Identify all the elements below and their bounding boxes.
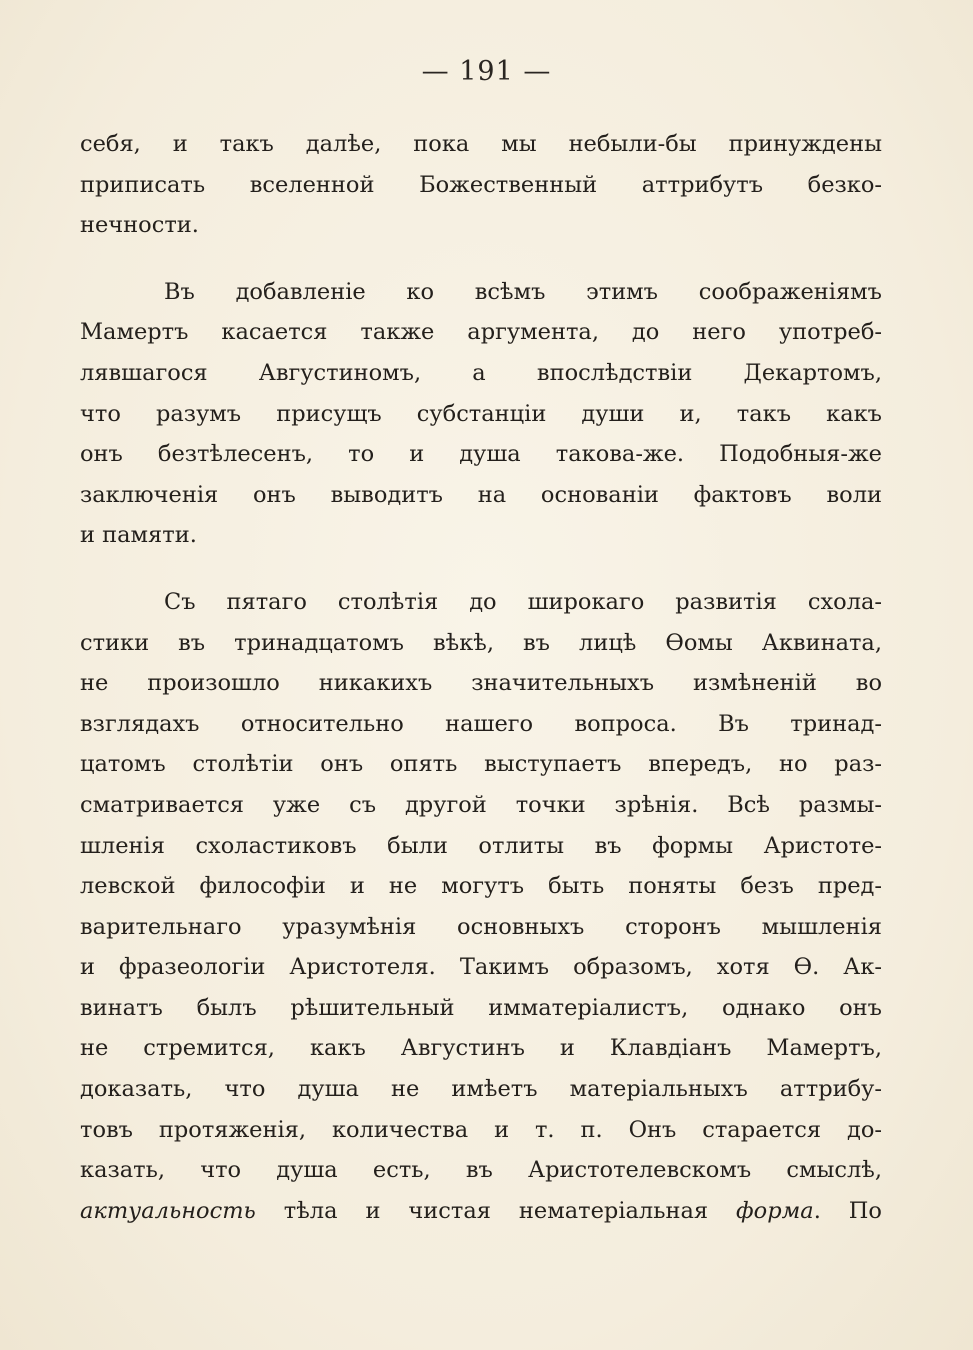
text-line: винатъ былъ рѣшительный имматеріалистъ, однако онъ <box>80 994 882 1021</box>
text-line: взглядахъ относительно нашего вопроса. Въ тринад- <box>80 710 882 737</box>
body-text <box>80 124 882 1231</box>
text-line: Съ пятаго столѣтія до широкаго развитія схола- <box>164 588 882 615</box>
text-line: сматривается уже съ другой точки зрѣнія. Всѣ размы- <box>80 791 882 818</box>
text-line: онъ безтѣлесенъ, то и душа такова-же. Подобныя-же <box>80 441 882 468</box>
page-number: — 191 — <box>421 56 552 87</box>
italic-term: форма <box>736 1197 814 1224</box>
text-line: доказать, что душа не имѣетъ матеріальныхъ аттрибу- <box>80 1076 882 1103</box>
italic-term: актуальность <box>80 1197 256 1224</box>
text-line: лявшагося Августиномъ, а впослѣдствіи Декартомъ, <box>80 359 882 386</box>
text-line: и фразеологіи Аристотеля. Такимъ образомъ, хотя Ѳ. Ак- <box>80 954 882 981</box>
text-line: варительнаго уразумѣнія основныхъ сторонъ мышленія <box>80 913 882 940</box>
text-line: казать, что душа есть, въ Аристотелевскомъ смыслѣ, <box>80 1157 882 1184</box>
paragraph-spacer <box>80 246 882 272</box>
text-line: что разумъ присущъ субстанціи души и, такъ какъ <box>80 400 882 427</box>
text-line: не произошло никакихъ значительныхъ измѣненій во <box>80 670 882 697</box>
text-fragment: тѣла и чистая нематеріальная <box>255 1197 737 1224</box>
text-line: Въ добавленіе ко всѣмъ этимъ соображеніямъ <box>164 278 882 305</box>
text-fragment: . По <box>813 1197 882 1224</box>
text-line: себя, и такъ далѣе, пока мы небыли-бы принуждены <box>80 131 882 157</box>
text-line: приписать вселенной Божественный аттрибутъ безко- <box>80 171 882 198</box>
text-line: товъ протяженія, количества и т. п. Онъ старается до- <box>80 1116 882 1143</box>
text-line: и памяти. <box>80 522 197 549</box>
text-line-final <box>80 1191 882 1232</box>
paragraph-spacer <box>80 556 882 582</box>
text-line: Мамертъ касается также аргумента, до него употреб- <box>80 319 882 346</box>
text-line: нечности. <box>80 212 199 239</box>
text-line: шленія схоластиковъ были отлиты въ формы Аристоте- <box>80 832 882 859</box>
text-line: не стремится, какъ Августинъ и Клавдіанъ Мамертъ, <box>80 1035 882 1062</box>
text-line: цатомъ столѣтіи онъ опять выступаетъ впередъ, но раз- <box>80 751 882 778</box>
text-line: левской философіи и не могутъ быть поняты безъ пред- <box>80 873 882 900</box>
text-line: стики въ тринадцатомъ вѣкѣ, въ лицѣ Ѳомы Аквината, <box>80 629 882 656</box>
text-line: заключенія онъ выводитъ на основаніи фактовъ воли <box>80 481 882 508</box>
